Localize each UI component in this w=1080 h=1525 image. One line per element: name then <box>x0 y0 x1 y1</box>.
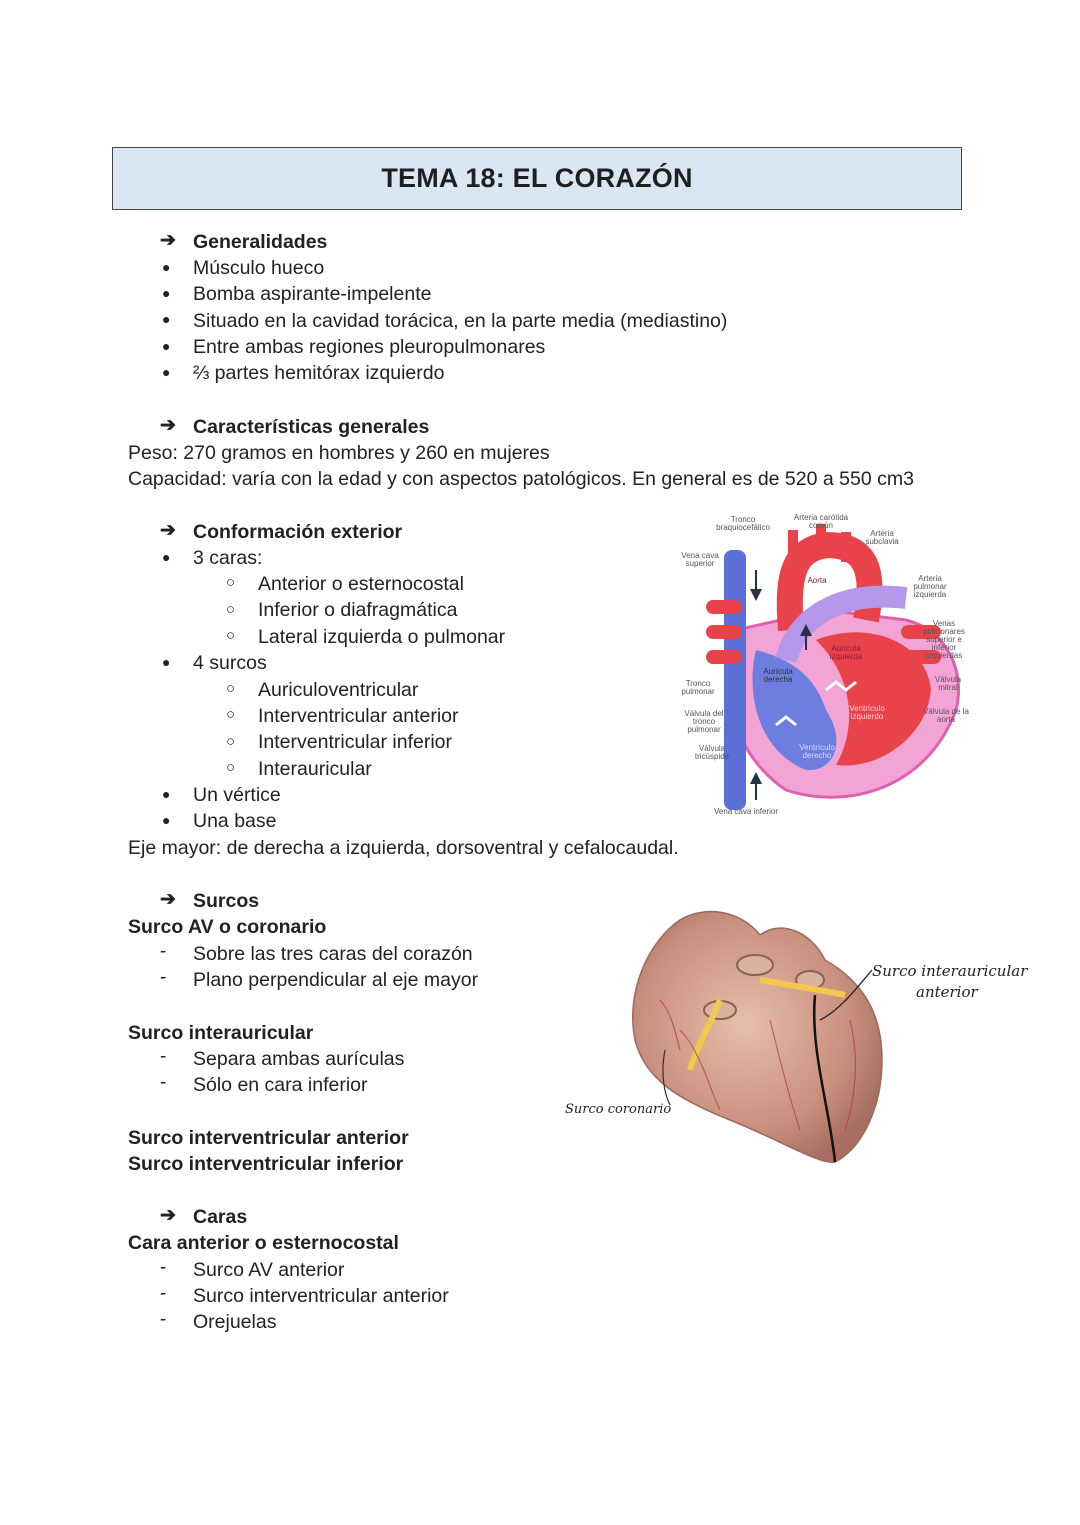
surco-interauricular-heading: Surco interauricular <box>128 1022 314 1044</box>
dash-icon: - <box>160 967 167 988</box>
eje-text: Eje mayor: de derecha a izquierda, dorsoventral y cefalocaudal. <box>128 837 679 859</box>
label-valvula-tronco: Válvula del tronco pulmonar <box>684 709 724 734</box>
bullet-icon: ● <box>162 786 171 802</box>
surco-iv-anterior: Surco interventricular anterior <box>128 1127 409 1149</box>
label-valvula-mitral: Válvula mitral <box>934 675 962 692</box>
circle-bullet-icon: ○ <box>226 733 236 750</box>
circle-bullet-icon: ○ <box>226 706 236 723</box>
surco-av-item: Plano perpendicular al eje mayor <box>193 969 479 991</box>
label-subclavia: Arteria subclavia <box>865 529 899 546</box>
circle-bullet-icon: ○ <box>226 759 236 776</box>
dash-icon: - <box>160 1283 167 1304</box>
cara-anterior-item: Surco interventricular anterior <box>193 1285 449 1307</box>
bullet-icon: ● <box>162 549 171 565</box>
caras-label: 3 caras: <box>193 547 263 569</box>
capacidad-text: Capacidad: varía con la edad y con aspectos patológicos. En general es de 520 a 550 cm3 <box>128 468 914 490</box>
surcos-heading: Surcos <box>193 890 260 912</box>
circle-bullet-icon: ○ <box>226 601 236 618</box>
label-tronco-braquio: Tronco braquiocefálico <box>716 515 770 532</box>
surco-item: Interauricular <box>258 758 372 780</box>
cara-item: Anterior o esternocostal <box>258 573 464 595</box>
annot-coronario: Surco coronario <box>565 1102 672 1117</box>
heart-external-illustration <box>620 900 890 1170</box>
label-valvula-aorta: Válvula de la aorta <box>923 707 969 724</box>
surcos-label: 4 surcos <box>193 652 267 674</box>
cara-item: Inferior o diafragmática <box>258 599 458 621</box>
label-venas-pulmonares: Venas pulmonares superior e inferior izquierdas <box>923 619 965 660</box>
arrow-icon: ➔ <box>160 230 176 251</box>
surco-item: Interventricular inferior <box>258 731 452 753</box>
arrow-icon: ➔ <box>160 889 176 910</box>
label-ventriculo-izq: Ventrículo izquierdo <box>849 704 885 721</box>
cara-anterior-item: Orejuelas <box>193 1311 277 1333</box>
generalidades-item: Bomba aspirante-impelente <box>193 283 432 305</box>
arrow-icon: ➔ <box>160 520 176 541</box>
dash-icon: - <box>160 1072 167 1093</box>
caras-heading: Caras <box>193 1206 248 1228</box>
surco-item: Interventricular anterior <box>258 705 459 727</box>
circle-bullet-icon: ○ <box>226 680 236 697</box>
surco-iv-inferior: Surco interventricular inferior <box>128 1153 404 1175</box>
title-box <box>112 147 962 210</box>
page-title: TEMA 18: EL CORAZÓN <box>381 163 693 193</box>
circle-bullet-icon: ○ <box>226 574 236 591</box>
base-text: Una base <box>193 810 277 832</box>
cara-item: Lateral izquierda o pulmonar <box>258 626 506 648</box>
label-auricula-der: Aurícula derecha <box>763 667 793 684</box>
peso-text: Peso: 270 gramos en hombres y 260 en mujeres <box>128 442 550 464</box>
label-ventriculo-der: Ventrículo derecho <box>799 743 835 760</box>
cara-anterior-item: Surco AV anterior <box>193 1259 345 1281</box>
bullet-icon: ● <box>162 259 171 275</box>
bullet-icon: ● <box>162 654 171 670</box>
surco-item: Auriculoventricular <box>258 679 419 701</box>
label-vena-cava-sup: Vena cava superior <box>681 551 719 568</box>
label-auricula-izq: Aurícula izquierda <box>829 644 863 661</box>
label-arteria-pulmonar: Arteria pulmonar izquierda <box>913 574 947 599</box>
vertice-text: Un vértice <box>193 784 281 806</box>
annot-interauricular-1: Surco interauricular <box>872 962 1028 980</box>
label-vena-cava-inf: Vena cava inferior <box>713 807 779 816</box>
bullet-icon: ● <box>162 338 171 354</box>
generalidades-heading: Generalidades <box>193 231 328 253</box>
surco-interauricular-item: Separa ambas aurículas <box>193 1048 405 1070</box>
dash-icon: - <box>160 1257 167 1278</box>
bullet-icon: ● <box>162 364 171 380</box>
dash-icon: - <box>160 1309 167 1330</box>
generalidades-item: ⅔ partes hemitórax izquierdo <box>193 362 445 384</box>
dash-icon: - <box>160 1046 167 1067</box>
label-aorta: Aorta <box>807 576 827 585</box>
arrow-icon: ➔ <box>160 415 176 436</box>
bullet-icon: ● <box>162 812 171 828</box>
generalidades-item: Situado en la cavidad torácica, en la parte media (mediastino) <box>193 310 728 332</box>
generalidades-item: Músculo hueco <box>193 257 325 279</box>
surco-av-heading: Surco AV o coronario <box>128 916 327 938</box>
annot-interauricular-2: anterior <box>916 983 978 1001</box>
label-tronco-pulmonar: Tronco pulmonar <box>681 679 715 696</box>
generalidades-item: Entre ambas regiones pleuropulmonares <box>193 336 546 358</box>
surco-av-item: Sobre las tres caras del corazón <box>193 943 473 965</box>
caracteristicas-heading: Características generales <box>193 416 430 438</box>
bullet-icon: ● <box>162 311 171 327</box>
dash-icon: - <box>160 941 167 962</box>
surco-interauricular-item: Sólo en cara inferior <box>193 1074 368 1096</box>
cara-anterior-heading: Cara anterior o esternocostal <box>128 1232 399 1254</box>
label-carotida: Arteria carótida común <box>793 513 849 530</box>
arrow-icon: ➔ <box>160 1205 176 1226</box>
label-valvula-tricuspide: Válvula tricúspide <box>694 744 730 761</box>
bullet-icon: ● <box>162 285 171 301</box>
circle-bullet-icon: ○ <box>226 627 236 644</box>
conformacion-heading: Conformación exterior <box>193 521 403 543</box>
